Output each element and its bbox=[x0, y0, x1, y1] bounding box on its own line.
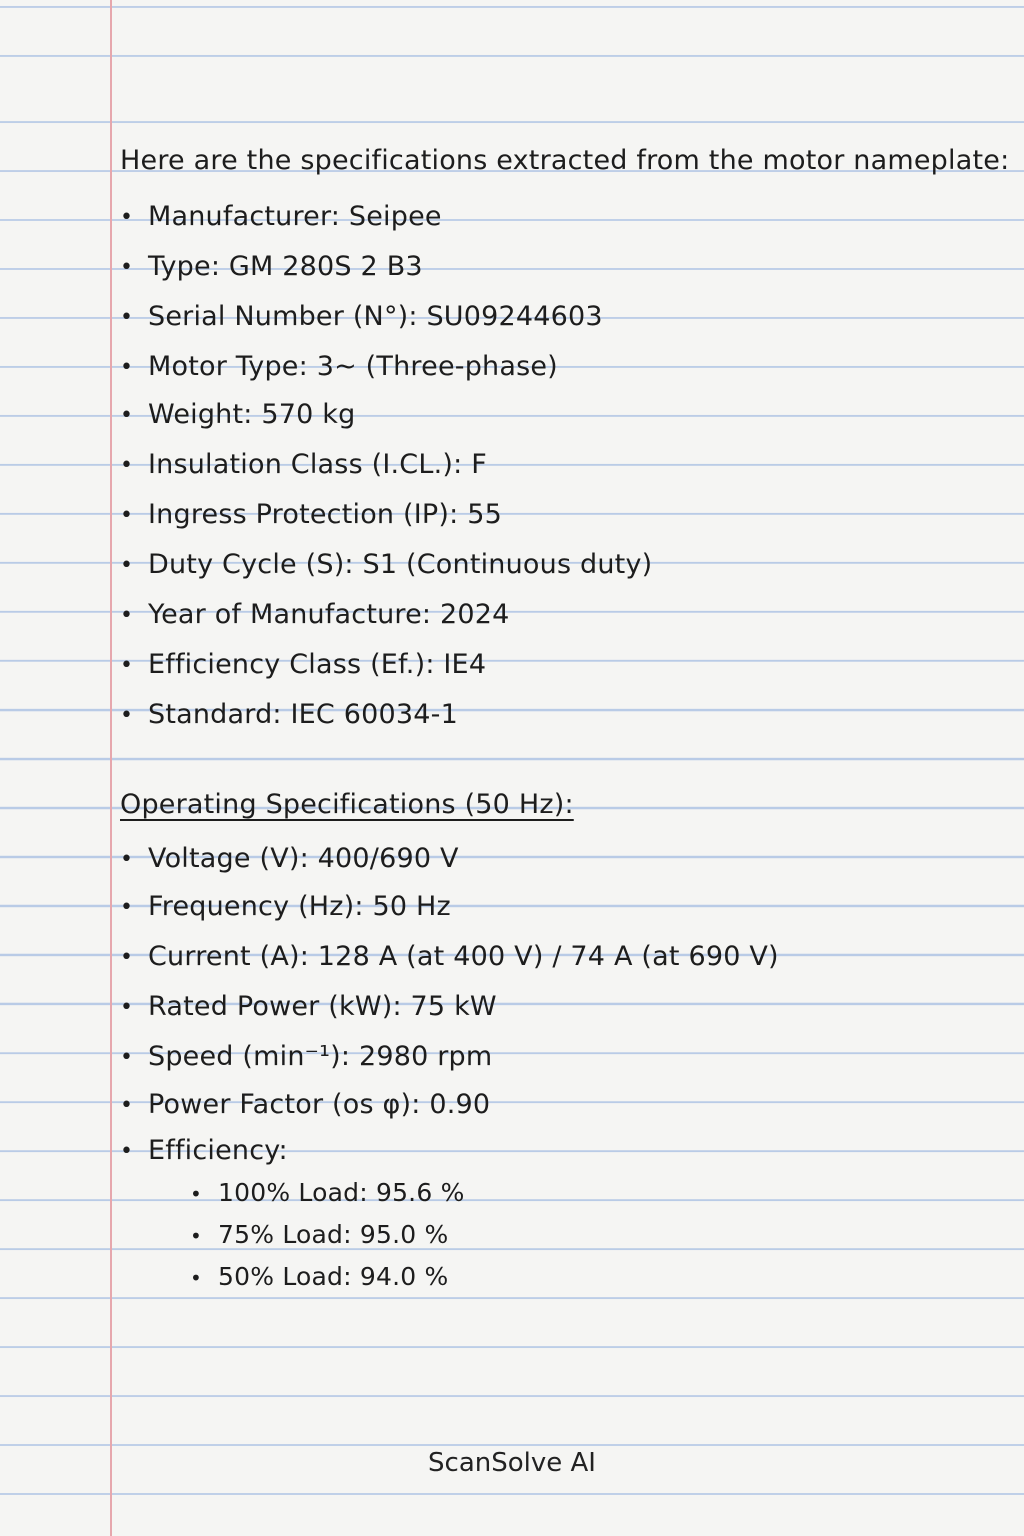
efficiency-load-item bbox=[190, 1176, 465, 1211]
bullet-icon: • bbox=[120, 846, 134, 872]
bullet-icon: • bbox=[120, 1138, 134, 1164]
bullet-icon: • bbox=[120, 354, 134, 380]
bullet-icon: • bbox=[120, 652, 134, 678]
operating-spec-item bbox=[120, 1088, 490, 1123]
spec-item bbox=[120, 250, 423, 285]
operating-spec-item bbox=[120, 1040, 492, 1075]
efficiency-text: 75% Load: 95.0 % bbox=[218, 1220, 449, 1249]
bullet-icon: • bbox=[120, 552, 134, 578]
spec-item bbox=[120, 350, 558, 385]
bullet-icon: • bbox=[120, 204, 134, 230]
bullet-icon: • bbox=[120, 304, 134, 330]
bullet-icon: • bbox=[120, 254, 134, 280]
spec-text: Efficiency: bbox=[148, 1135, 288, 1166]
spec-item bbox=[120, 498, 502, 533]
efficiency-text: 50% Load: 94.0 % bbox=[218, 1262, 449, 1291]
bullet-icon: • bbox=[120, 1092, 134, 1118]
operating-spec-item bbox=[120, 940, 779, 975]
bullet-icon: • bbox=[120, 1044, 134, 1070]
spec-text: Motor Type: 3~ (Three-phase) bbox=[148, 351, 558, 382]
bullet-icon: • bbox=[120, 502, 134, 528]
spec-text: Manufacturer: Seipee bbox=[148, 201, 442, 232]
spec-text: Voltage (V): 400/690 V bbox=[148, 843, 459, 874]
bullet-icon: • bbox=[120, 944, 134, 970]
spec-text: Current (A): 128 A (at 400 V) / 74 A (at 690 V) bbox=[148, 941, 779, 972]
spec-item bbox=[120, 448, 487, 483]
spec-text: Frequency (Hz): 50 Hz bbox=[148, 891, 451, 922]
efficiency-load-item bbox=[190, 1260, 448, 1295]
operating-spec-item bbox=[120, 1134, 288, 1169]
spec-item bbox=[120, 648, 486, 683]
spec-text: Power Factor (os φ): 0.90 bbox=[148, 1089, 491, 1120]
spec-item bbox=[120, 598, 510, 633]
spec-text: Serial Number (N°): SU09244603 bbox=[148, 301, 603, 332]
spec-item bbox=[120, 398, 355, 433]
bullet-icon: • bbox=[120, 602, 134, 628]
efficiency-text: 100% Load: 95.6 % bbox=[218, 1178, 465, 1207]
spec-text: Ingress Protection (IP): 55 bbox=[148, 499, 502, 530]
bullet-icon: • bbox=[120, 994, 134, 1020]
bullet-icon: • bbox=[120, 402, 134, 428]
footer-brand: ScanSolve AI bbox=[428, 1448, 596, 1478]
bullet-icon: • bbox=[120, 702, 134, 728]
intro-text: Here are the specifications extracted from the motor nameplate: bbox=[120, 145, 1010, 176]
spec-item bbox=[120, 300, 603, 335]
spec-text: Rated Power (kW): 75 kW bbox=[148, 991, 497, 1022]
spec-text: Speed (min⁻¹): 2980 rpm bbox=[148, 1041, 493, 1072]
spec-text: Weight: 570 kg bbox=[148, 399, 356, 430]
spec-text: Standard: IEC 60034-1 bbox=[148, 699, 458, 730]
spec-text: Duty Cycle (S): S1 (Continuous duty) bbox=[148, 549, 653, 580]
spec-text: Type: GM 280S 2 B3 bbox=[148, 251, 423, 282]
section-heading: Operating Specifications (50 Hz): bbox=[120, 789, 574, 820]
bullet-icon: • bbox=[120, 452, 134, 478]
efficiency-load-item bbox=[190, 1218, 448, 1253]
bullet-icon: • bbox=[190, 1266, 202, 1290]
spec-text: Insulation Class (I.CL.): F bbox=[148, 449, 487, 480]
bullet-icon: • bbox=[190, 1182, 202, 1206]
bullet-icon: • bbox=[190, 1224, 202, 1248]
operating-spec-item bbox=[120, 890, 451, 925]
spec-item bbox=[120, 200, 442, 235]
spec-item bbox=[120, 698, 458, 733]
spec-item bbox=[120, 548, 652, 583]
bullet-icon: • bbox=[120, 894, 134, 920]
spec-text: Efficiency Class (Ef.): IE4 bbox=[148, 649, 487, 680]
spec-text: Year of Manufacture: 2024 bbox=[148, 599, 510, 630]
operating-spec-item bbox=[120, 842, 459, 877]
operating-spec-item bbox=[120, 990, 497, 1025]
